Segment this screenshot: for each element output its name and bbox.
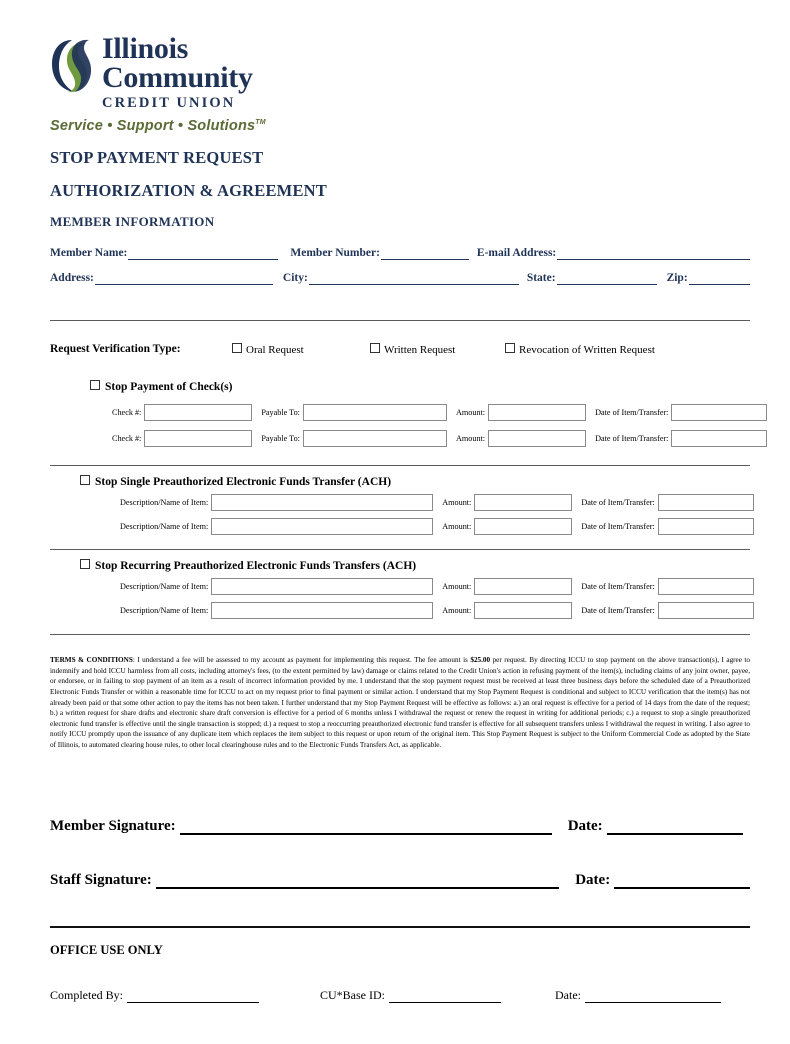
label-payable-to-2: Payable To:: [261, 433, 300, 443]
section-checkbox-stop-single-ach[interactable]: [80, 475, 391, 488]
terms-heading: TERMS & CONDITIONS: [50, 656, 133, 665]
label-description-single-ach-1: Description/Name of Item:: [120, 497, 209, 507]
checkbox-icon-written-request[interactable]: [370, 343, 380, 353]
input-amount-check-1[interactable]: [488, 404, 586, 421]
label-check-number-1: Check #:: [112, 407, 142, 417]
label-date-single-ach-1: Date of Item/Transfer:: [581, 497, 655, 507]
input-amount-recurring-ach-1[interactable]: [474, 578, 572, 595]
recurring-ach-row-2: [120, 602, 754, 619]
input-member-number[interactable]: [381, 246, 469, 260]
label-description-recurring-ach-2: Description/Name of Item:: [120, 605, 209, 615]
logo-line-credit-union: CREDIT UNION: [102, 94, 236, 111]
terms-part-2: per request. By directing ICCU to stop payment on the above transaction(s), I agree to indemnify and hold ICCU harmless from all costs, including attorney's fees, (to the extent permitted by law) damage or claims related to the Credit Union's action in refusing payment of the item(s), including claims of any joint owner, payee, or endorsee, or in failing to stop payment of an item as a result of incorrect information provided by me. I understand that the stop payment request must be received at least three business days before the scheduled date of a Preauthorized Electronic Funds Transfer or within a reasonable time for ICCU to act on my request prior to final payment or similar action. I understand that my Stop Payment Request is conditional and subject to ICCU verification that the item(s) has not already been paid or that some other action to pay the items has not been taken. I further understand that my Stop Payment Request will be effective as follows: a.) an oral request is effective for a period of 14 days from the date of the request; b.) a written request for share drafts and electronic share draft conversion is effective for a period of 6 months unless I withdrawal the request or renew the request in writing for additional periods; c.) a request to stop a single preauthorized electronic fund transfer is effective until the single transaction is stopped; d.) a request to stop a reoccurring preauthorized electronic fund transfer is effective for all subsequent transfers unless I withdrawal the request in writing. I also agree to notify ICCU promptly upon the issuance of any duplicate item which replaces the item subject to this request or upon return of the original item. This Stop Payment Request is subject to the Uniform Commercial Code as adopted by the State of Illinois, to automated clearing house rules, to other local clearinghouse rules and to the Electronic Funds Transfers Act, as applicable.: [50, 656, 751, 749]
input-address[interactable]: [95, 271, 273, 285]
divider-before-office-use: [50, 926, 750, 928]
office-cubase-id-group: [320, 988, 501, 1003]
label-office-date: Date:: [555, 988, 581, 1002]
logo-swoosh-icon: [50, 38, 94, 94]
input-description-single-ach-1[interactable]: [211, 494, 433, 511]
divider-after-checks-section: [50, 465, 750, 466]
label-amount-single-ach-1: Amount:: [442, 497, 472, 507]
input-state[interactable]: [557, 271, 657, 285]
checkbox-icon-stop-recurring-ach[interactable]: [80, 559, 90, 569]
label-revocation-written-request: Revocation of Written Request: [519, 344, 655, 356]
logo-line-illinois: Illinois: [102, 32, 188, 65]
input-member-signature-date[interactable]: [607, 818, 743, 835]
single-ach-row-1: [120, 494, 754, 511]
logo-tagline: [50, 118, 266, 134]
checkbox-option-oral-request[interactable]: [232, 343, 304, 356]
checkbox-icon-stop-payment-checks[interactable]: [90, 380, 100, 390]
label-email-address: E-mail Address:: [476, 247, 557, 259]
section-label-stop-recurring-ach: Stop Recurring Preauthorized Electronic Funds Transfers (ACH): [95, 560, 417, 572]
label-zip: Zip:: [666, 272, 688, 284]
divider-after-recurring-ach-section: [50, 634, 750, 635]
credit-union-logo: [50, 34, 390, 144]
input-description-recurring-ach-2[interactable]: [211, 602, 433, 619]
label-check-number-2: Check #:: [112, 433, 142, 443]
check-row-1: [112, 404, 767, 421]
form-sheet: [28, 18, 762, 1026]
page-title-line-2: AUTHORIZATION & AGREEMENT: [50, 181, 327, 200]
member-info-row-1: [50, 246, 750, 260]
input-member-signature[interactable]: [180, 818, 552, 835]
label-amount-check-1: Amount:: [455, 407, 486, 417]
input-email-address[interactable]: [557, 246, 750, 260]
input-date-single-ach-2[interactable]: [658, 518, 754, 535]
checkbox-icon-stop-single-ach[interactable]: [80, 475, 90, 485]
input-date-check-1[interactable]: [671, 404, 767, 421]
logo-wordmark: [102, 34, 253, 112]
member-info-row-2: [50, 271, 750, 285]
logo-tagline-tm: TM: [255, 119, 266, 127]
label-date-check-2: Date of Item/Transfer:: [595, 433, 669, 443]
input-completed-by[interactable]: [127, 989, 259, 1003]
input-zip[interactable]: [689, 271, 750, 285]
input-member-name[interactable]: [128, 246, 278, 260]
logo-line-community: Community: [102, 61, 253, 95]
checkbox-icon-revocation-written-request[interactable]: [505, 343, 515, 353]
member-signature-row: [50, 818, 750, 835]
input-check-number-2[interactable]: [144, 430, 252, 447]
section-checkbox-stop-payment-checks[interactable]: [90, 380, 232, 393]
section-heading-member-information: MEMBER INFORMATION: [50, 214, 215, 229]
label-date-recurring-ach-2: Date of Item/Transfer:: [581, 605, 655, 615]
label-address: Address:: [50, 272, 94, 284]
check-row-2: [112, 430, 767, 447]
input-description-single-ach-2[interactable]: [211, 518, 433, 535]
label-completed-by: Completed By:: [50, 988, 123, 1002]
label-member-number: Member Number:: [290, 247, 380, 259]
input-cubase-id[interactable]: [389, 989, 501, 1003]
input-check-number-1[interactable]: [144, 404, 252, 421]
page-title-line-1: STOP PAYMENT REQUEST: [50, 148, 264, 167]
label-amount-check-2: Amount:: [455, 433, 486, 443]
single-ach-row-2: [120, 518, 754, 535]
office-completed-by-group: [50, 988, 259, 1003]
label-request-verification-type: Request Verification Type:: [50, 343, 181, 355]
label-state: State:: [526, 272, 556, 284]
input-amount-recurring-ach-2[interactable]: [474, 602, 572, 619]
section-label-stop-payment-checks: Stop Payment of Check(s): [105, 381, 233, 393]
input-city[interactable]: [309, 271, 519, 285]
label-city: City:: [282, 272, 308, 284]
section-label-stop-single-ach: Stop Single Preauthorized Electronic Funds Transfer (ACH): [95, 476, 392, 488]
divider-after-member-info: [50, 320, 750, 321]
office-date-group: [555, 988, 721, 1003]
section-heading-office-use-only: OFFICE USE ONLY: [50, 943, 163, 957]
label-date-recurring-ach-1: Date of Item/Transfer:: [581, 581, 655, 591]
input-payable-to-2[interactable]: [303, 430, 447, 447]
label-member-signature: Member Signature:: [50, 818, 176, 834]
label-date-single-ach-2: Date of Item/Transfer:: [581, 521, 655, 531]
label-written-request: Written Request: [384, 344, 456, 356]
label-description-single-ach-2: Description/Name of Item:: [120, 521, 209, 531]
label-staff-signature: Staff Signature:: [50, 872, 152, 888]
terms-and-conditions-paragraph: [50, 655, 750, 750]
label-member-name: Member Name:: [50, 247, 128, 259]
label-staff-signature-date: Date:: [575, 872, 611, 888]
label-description-recurring-ach-1: Description/Name of Item:: [120, 581, 209, 591]
checkbox-option-revocation-written-request[interactable]: [505, 343, 655, 356]
staff-signature-row: [50, 872, 750, 889]
label-amount-single-ach-2: Amount:: [442, 521, 472, 531]
input-date-check-2[interactable]: [671, 430, 767, 447]
label-cubase-id: CU*Base ID:: [320, 988, 385, 1002]
input-amount-single-ach-1[interactable]: [474, 494, 572, 511]
input-staff-signature-date[interactable]: [614, 872, 750, 889]
label-member-signature-date: Date:: [567, 818, 603, 834]
label-date-check-1: Date of Item/Transfer:: [595, 407, 669, 417]
terms-fee-amount: $25.00: [470, 656, 491, 665]
input-staff-signature[interactable]: [156, 872, 559, 889]
input-date-recurring-ach-1[interactable]: [658, 578, 754, 595]
label-amount-recurring-ach-1: Amount:: [442, 581, 472, 591]
input-payable-to-1[interactable]: [303, 404, 447, 421]
logo-tagline-text: Service • Support • Solutions: [50, 118, 256, 134]
label-oral-request: Oral Request: [246, 344, 304, 356]
label-payable-to-1: Payable To:: [261, 407, 300, 417]
input-date-recurring-ach-2[interactable]: [658, 602, 754, 619]
recurring-ach-row-1: [120, 578, 754, 595]
checkbox-icon-oral-request[interactable]: [232, 343, 242, 353]
input-date-single-ach-1[interactable]: [658, 494, 754, 511]
section-checkbox-stop-recurring-ach[interactable]: [80, 559, 416, 572]
input-description-recurring-ach-1[interactable]: [211, 578, 433, 595]
divider-after-single-ach-section: [50, 549, 750, 550]
label-amount-recurring-ach-2: Amount:: [442, 605, 472, 615]
terms-part-1: : I understand a fee will be assessed to my account as payment for implementing this request. The fee amount is: [132, 656, 471, 665]
input-amount-check-2[interactable]: [488, 430, 586, 447]
checkbox-option-written-request[interactable]: [370, 343, 455, 356]
input-office-date[interactable]: [585, 989, 721, 1003]
input-amount-single-ach-2[interactable]: [474, 518, 572, 535]
